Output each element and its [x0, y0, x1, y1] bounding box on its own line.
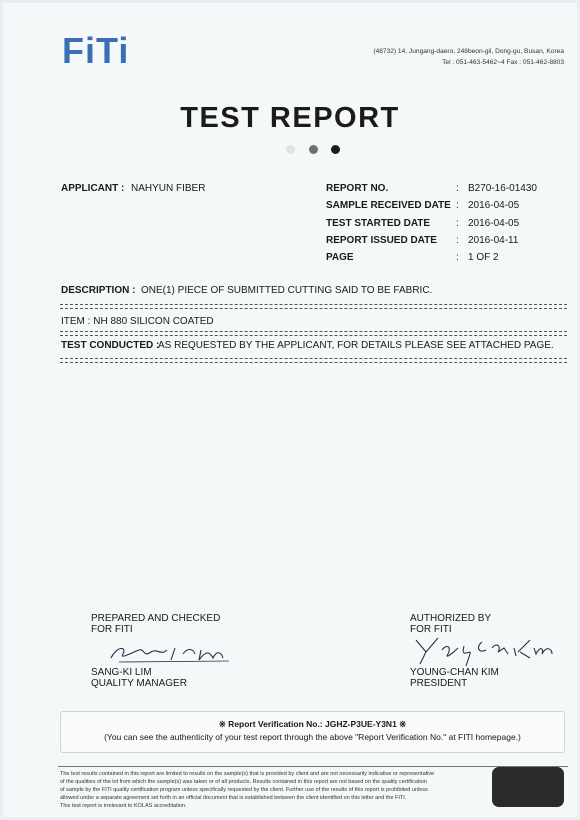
prepared-signatory	[91, 667, 187, 689]
authorized-signature	[408, 634, 558, 668]
report-no-value: B270-16-01430	[468, 183, 537, 194]
verification-box	[60, 711, 565, 753]
address-line: (48732) 14, Jungang-daero, 248beon-gil, Dong-gu, Busan, Korea	[373, 48, 564, 55]
sample-received-value: 2016-04-05	[468, 200, 520, 211]
dot-light-icon	[286, 145, 295, 154]
item-text: ITEM : NH 880 SILICON COATED	[61, 316, 214, 327]
prepared-line1: PREPARED AND CHECKED	[91, 613, 221, 624]
verification-number: ※ Report Verification No.: JGHZ-P3UE-Y3N1 ※	[218, 719, 407, 729]
authorized-title: PRESIDENT	[410, 678, 468, 689]
footer-line: of the qualities of the lot from which the sample(s) was taken or of all products. Results contained in this report are not based on the quality certification	[60, 779, 427, 785]
svg-text:FiTi: FiTi	[62, 33, 130, 67]
authorized-name: YOUNG-CHAN KIM	[410, 667, 499, 678]
footer-line: The test results contained in this report are limited to results on the sample(s) that is provided by client and are not necessarily indicative or representative	[60, 771, 435, 777]
prepared-signature	[105, 638, 235, 666]
divider	[60, 304, 567, 309]
report-no-label: REPORT NO.	[326, 183, 389, 194]
authorized-line2: FOR FITI	[410, 624, 452, 635]
test-started-colon: :	[456, 218, 459, 229]
dot-dark-icon	[331, 145, 340, 154]
verification-note: (You can see the authenticity of your test report through the above "Report Verification No." at FITI homepage.)	[104, 732, 521, 742]
footer-line: This test report is irrelevant to KOLAS accreditation.	[60, 803, 187, 809]
applicant-value: NAHYUN FIBER	[131, 183, 206, 194]
prepared-block	[91, 613, 220, 635]
page-colon: :	[456, 252, 459, 263]
authorized-line1: AUTHORIZED BY	[410, 613, 492, 624]
test-conducted-label: TEST CONDUCTED :	[61, 340, 160, 351]
sample-received-label: SAMPLE RECEIVED DATE	[326, 200, 451, 211]
authorized-block	[410, 613, 491, 635]
security-stamp-icon	[492, 767, 564, 807]
test-started-label: TEST STARTED DATE	[326, 218, 431, 229]
footer-disclaimer	[60, 770, 480, 810]
page-title: TEST REPORT	[180, 102, 400, 134]
report-no-colon: :	[456, 183, 459, 194]
sample-received-colon: :	[456, 200, 459, 211]
header-address	[373, 46, 564, 68]
report-issued-colon: :	[456, 235, 459, 246]
fiti-logo	[62, 33, 158, 67]
test-started-value: 2016-04-05	[468, 218, 520, 229]
report-issued-value: 2016-04-11	[468, 235, 519, 246]
prepared-line2: FOR FITI	[91, 624, 133, 635]
page-value: 1 OF 2	[468, 252, 499, 263]
page-label: PAGE	[326, 252, 354, 263]
prepared-title: QUALITY MANAGER	[91, 678, 187, 689]
report-issued-label: REPORT ISSUED DATE	[326, 235, 437, 246]
footer-divider	[58, 766, 568, 767]
footer-line: allowed under a separate agreement set forth in an official document that is established between the client identified on this letter and the FITI.	[60, 795, 407, 801]
test-conducted-value: AS REQUESTED BY THE APPLICANT, FOR DETAILS PLEASE SEE ATTACHED PAGE.	[158, 340, 554, 351]
description-value: ONE(1) PIECE OF SUBMITTED CUTTING SAID TO BE FABRIC.	[141, 285, 433, 296]
prepared-name: SANG-KI LIM	[91, 667, 152, 678]
dot-mid-icon	[309, 145, 318, 154]
authorized-signatory	[410, 667, 499, 689]
divider	[60, 331, 567, 336]
applicant-label: APPLICANT :	[61, 183, 125, 194]
description-label: DESCRIPTION :	[61, 285, 136, 296]
contact-line: Tel : 051-463-5462~4 Fax : 051-462-8803	[442, 59, 564, 66]
footer-line: of sample by the FITI quality certification program unless specifically requested by the client. Further use of the results of this report is prohibited unless	[60, 787, 428, 793]
divider	[60, 358, 567, 363]
